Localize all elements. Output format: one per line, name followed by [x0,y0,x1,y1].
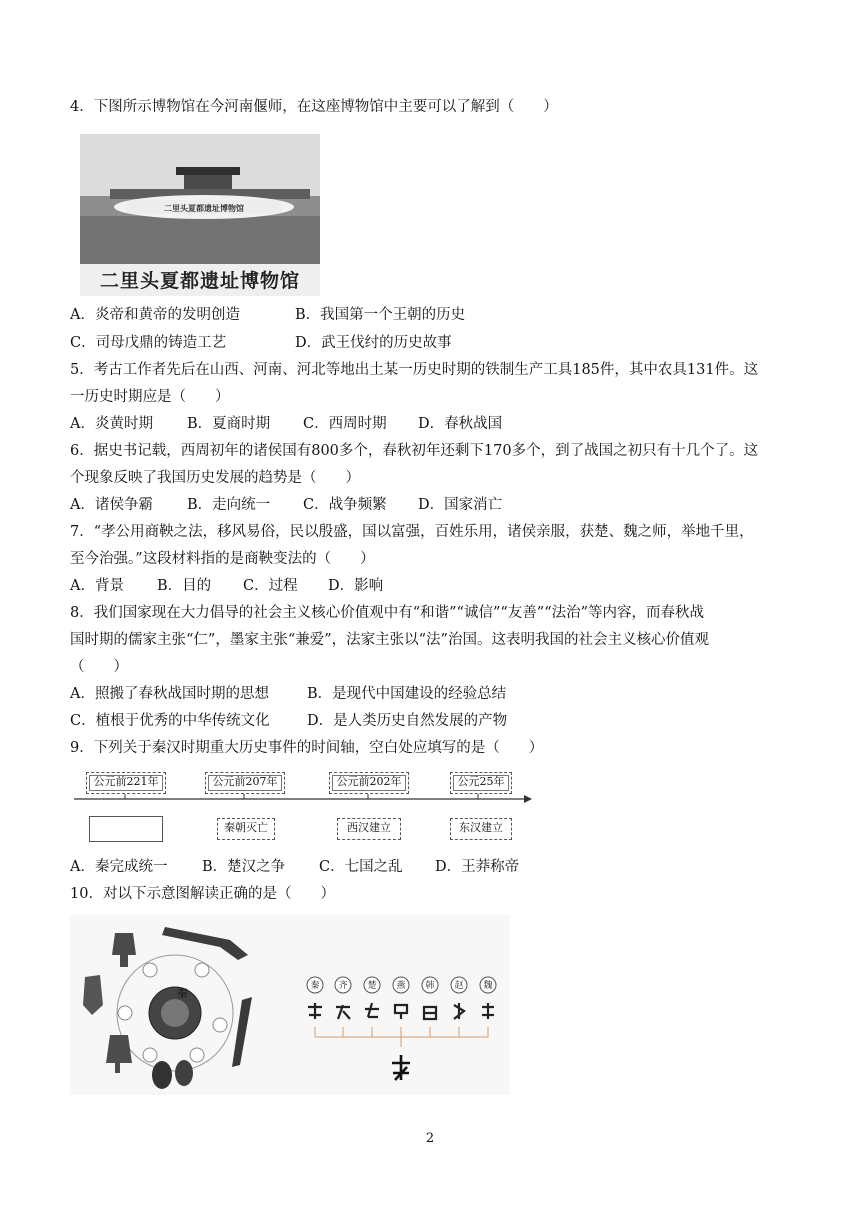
q9-option-d[interactable]: D．王莽称帝 [435,859,520,875]
svg-text:秦: 秦 [310,981,320,991]
svg-text:赵: 赵 [454,981,464,991]
q6-option-a[interactable]: A．诸侯争霸 [70,497,153,513]
coins-diagram-image [70,915,510,1095]
center-state-label: 秦 [177,987,188,1000]
q5-option-d[interactable]: D．春秋战国 [418,416,503,432]
q9-option-a[interactable]: A．秦完成统一 [70,859,168,875]
q9-stem: 9．下列关于秦汉时期重大历史事件的时间轴，空白处应填写的是（ ） [70,740,544,756]
ant-nose-coin-icon [152,1061,172,1089]
q5-option-c[interactable]: C．西周时期 [303,416,387,432]
q5-option-a[interactable]: A．炎黄时期 [70,416,153,432]
timeline-event-4: 东汉建立 [450,818,512,840]
q4-option-a[interactable]: A．炎帝和黄帝的发明创造 [70,307,240,323]
q5-stem-line2: 一历史时期应是（ ） [70,389,230,405]
q8-stem-line1: 8．我们国家现在大力倡导的社会主义核心价值观中有“和谐”“诚信”“友善”“法治”等内容，而春秋战 [70,605,705,621]
q5-stem-line1: 5．考古工作者先后在山西、河南、河北等地出土某一历史时期的铁制生产工具185件，其中农具131件。这 [70,362,759,378]
coins-and-scripts-figure [70,915,510,1095]
museum-photo-caption: 二里头夏都遗址博物馆 [99,270,300,292]
timeline-year-2: 公元前207年 [205,772,285,794]
page-number: 2 [425,1131,435,1146]
timeline-event-3: 西汉建立 [337,818,401,840]
ant-nose-coin-icon [175,1060,193,1086]
q7-option-a[interactable]: A．背景 [70,578,124,594]
q7-stem-line2: 至今治强。”这段材料指的是商鞅变法的（ ） [70,551,375,567]
timeline-blank-box[interactable] [89,816,163,842]
timeline-event-2: 秦朝灭亡 [217,818,275,840]
q6-option-d[interactable]: D．国家消亡 [418,497,503,513]
q6-stem-line2: 个现象反映了我国历史发展的趋势是（ ） [70,470,360,486]
svg-text:韩: 韩 [425,981,435,991]
q9-option-c[interactable]: C．七国之乱 [319,859,403,875]
q4-stem: 4．下图所示博物馆在今河南偃师，在这座博物馆中主要可以了解到（ ） [70,99,558,115]
q10-stem: 10．对以下示意图解读正确的是（ ） [70,886,335,902]
q6-stem-line1: 6．据史书记载，西周初年的诸侯国有800多个，春秋初年还剩下170多个，到了战国之初只有十几个了。这 [70,443,759,459]
q8-stem-line2: 国时期的儒家主张“仁”，墨家主张“兼爱”，法家主张以“法”治国。这表明我国的社会主义核心价值观 [70,632,709,648]
q8-option-b[interactable]: B．是现代中国建设的经验总结 [307,686,507,702]
q9-option-b[interactable]: B．楚汉之争 [202,859,286,875]
svg-text:魏: 魏 [483,981,493,991]
q6-option-c[interactable]: C．战争频繁 [303,497,387,513]
svg-text:楚: 楚 [367,981,377,991]
q4-option-d[interactable]: D．武王伐纣的历史故事 [295,335,452,351]
timeline-year-4: 公元25年 [450,772,512,794]
q7-option-c[interactable]: C．过程 [243,578,298,594]
svg-text:燕: 燕 [396,981,406,991]
svg-text:齐: 齐 [338,981,348,991]
q8-stem-line3: （ ） [70,659,128,675]
q8-option-c[interactable]: C．植根于优秀的中华传统文化 [70,713,270,729]
museum-photo [80,134,320,264]
museum-building-image [80,134,320,264]
timeline-figure [72,766,532,856]
museum-sign-text: 二里头夏都遗址博物馆 [164,204,244,213]
q4-option-c[interactable]: C．司母戊鼎的铸造工艺 [70,335,227,351]
q4-option-b[interactable]: B．我国第一个王朝的历史 [295,307,466,323]
q7-stem-line1: 7．“孝公用商鞅之法，移风易俗，民以殷盛，国以富强，百姓乐用，诸侯亲服，获楚、魏之师，举地千里， [70,524,754,540]
timeline-arrow-icon [524,795,532,803]
q8-option-d[interactable]: D．是人类历史自然发展的产物 [307,713,508,729]
q6-option-b[interactable]: B．走向统一 [187,497,271,513]
q7-option-b[interactable]: B．目的 [157,578,212,594]
q7-option-d[interactable]: D．影响 [328,578,384,594]
timeline-year-1: 公元前221年 [86,772,166,794]
timeline-year-3: 公元前202年 [329,772,409,794]
q8-option-a[interactable]: A．照搬了春秋战国时期的思想 [70,686,269,702]
q5-option-b[interactable]: B．夏商时期 [187,416,271,432]
